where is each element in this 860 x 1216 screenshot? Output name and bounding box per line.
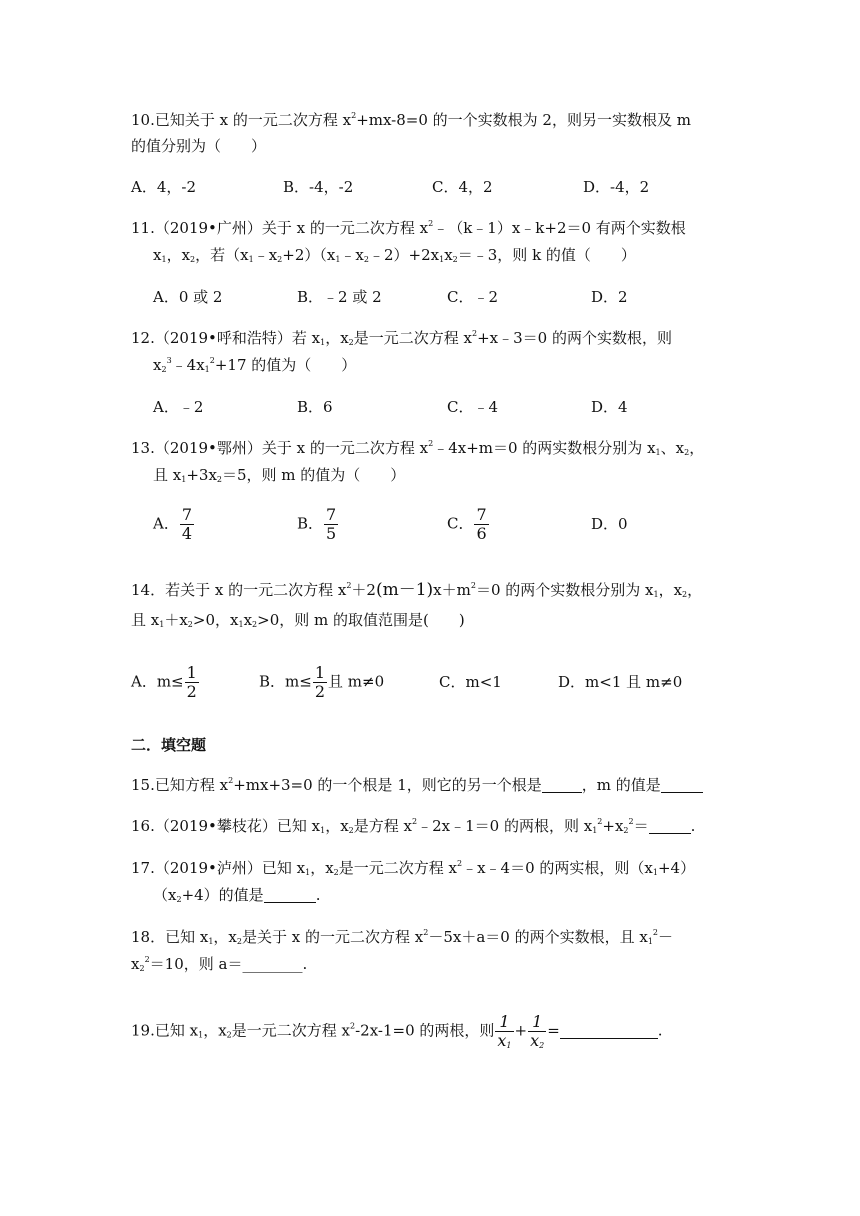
- q17-line2: $(x_2+4)$的值是 .: [153, 886, 321, 904]
- q11-option-b: B．﹣2 或 2: [297, 288, 382, 306]
- q14-option-c: C．m<1: [439, 673, 502, 691]
- q10-option-c: C．4，2: [432, 178, 493, 196]
- q14-line2: 且 $x_1+x_2>0$，$x_1x_2>0$，则 m 的取值范围是( ): [131, 611, 465, 629]
- q16-blank[interactable]: [649, 818, 691, 834]
- q14-option-d: D．m<1 且 m≠0: [558, 673, 683, 691]
- q13-option-a: A． $\frac{7}{4}$: [153, 505, 193, 543]
- q12-option-c: C．﹣4: [447, 398, 499, 416]
- q16-line: 16.（2019•攀枝花）已知 $x_1$，$x_2$是方程 $x^2﹣2x﹣1=0$ 的两根，则 $x_1^2+x_2^2=$ .: [131, 817, 696, 835]
- q18-line2: $x_2^2=10$，则 a＝________.: [131, 955, 308, 973]
- q12-option-b: B．6: [297, 398, 333, 416]
- q14-option-a: A．m≤ $\frac{1}{2}$: [131, 663, 197, 701]
- q13-line1: 13.（2019•鄂州）关于 x 的一元二次方程 $x^2﹣4x+m=0$ 的两实数根分别为 $x_1$、$x_2$，: [131, 439, 705, 457]
- q13-option-c: C． $\frac{7}{6}$: [447, 505, 487, 543]
- q10-option-a: A．4，-2: [131, 178, 196, 196]
- q11-line2: $x_1$，$x_2$，若$(x_1﹣x_2+2)(x_1﹣x_2﹣2)+2x_1x_2=﹣3$，则 k 的值（ ）: [153, 246, 636, 264]
- q10-line2: 的值分别为（ ）: [131, 137, 267, 155]
- q13-line2: 且 $x_1+3x_2=5$，则 m 的值为（ ）: [153, 466, 406, 484]
- q15-blank-2[interactable]: [661, 777, 703, 793]
- q10-option-b: B．-4，-2: [283, 178, 354, 196]
- q15-line: 15.已知方程 $x^2+mx+3=0$ 的一个根是 1，则它的另一个根是 ，m 的值是: [131, 775, 703, 795]
- section-heading-fill-in: 二．填空题: [131, 736, 207, 754]
- q19-line: 19.已知 $x_1$，$x_2$是一元二次方程 $x^2-2x-1=0$ 的两根，则 $\frac{1}{x_1}$ + $\frac{1}{x_2}$ = .: [131, 1012, 663, 1050]
- q17-blank[interactable]: [264, 887, 316, 903]
- q13-option-b: B． $\frac{7}{5}$: [297, 505, 337, 543]
- q10-option-d: D．-4，2: [583, 178, 650, 196]
- q12-option-d: D．4: [591, 398, 628, 416]
- q17-line1: 17.（2019•泸州）已知 $x_1$，$x_2$是一元二次方程 $x^2﹣x﹣4=0$ 的两实根，则$(x_1+4)$: [131, 859, 696, 877]
- q11-line1: 11.（2019•广州）关于 x 的一元二次方程 $x^2﹣(k﹣1)x﹣k+2=0$ 有两个实数根: [131, 219, 686, 237]
- q12-line2: $x_2^3﹣4x_1^2+17$ 的值为（ ）: [153, 356, 357, 374]
- q13-option-d: D．0: [591, 515, 628, 533]
- q10-line1: 10.已知关于 x 的一元二次方程 $x^2+mx-8=0$ 的一个实数根为 2，则另一实数根及 m: [131, 111, 691, 129]
- q14-option-b: B．m≤ $\frac{1}{2}$ 且 m≠0: [259, 663, 385, 701]
- q11-option-d: D．2: [591, 288, 628, 306]
- q18-line1: 18．已知 $x_1$，$x_2$是关于 x 的一元二次方程 $x^2-5x+a=0$ 的两个实数根，且 $x_1^2-$: [131, 928, 674, 946]
- q19-blank[interactable]: [560, 1023, 658, 1039]
- q14-line1: 14．若关于 x 的一元二次方程 $x^2+2(m-1)x+m^2=0$ 的两个实数根分别为 $x_1$，$x_2$，: [131, 580, 703, 600]
- q11-option-c: C．﹣2: [447, 288, 499, 306]
- q12-line1: 12.（2019•呼和浩特）若 $x_1$，$x_2$是一元二次方程 $x^2+x﹣3=0$ 的两个实数根，则: [131, 329, 672, 347]
- q11-option-a: A．0 或 2: [153, 288, 223, 306]
- q15-blank-1[interactable]: [542, 777, 582, 793]
- q12-option-a: A．﹣2: [153, 398, 204, 416]
